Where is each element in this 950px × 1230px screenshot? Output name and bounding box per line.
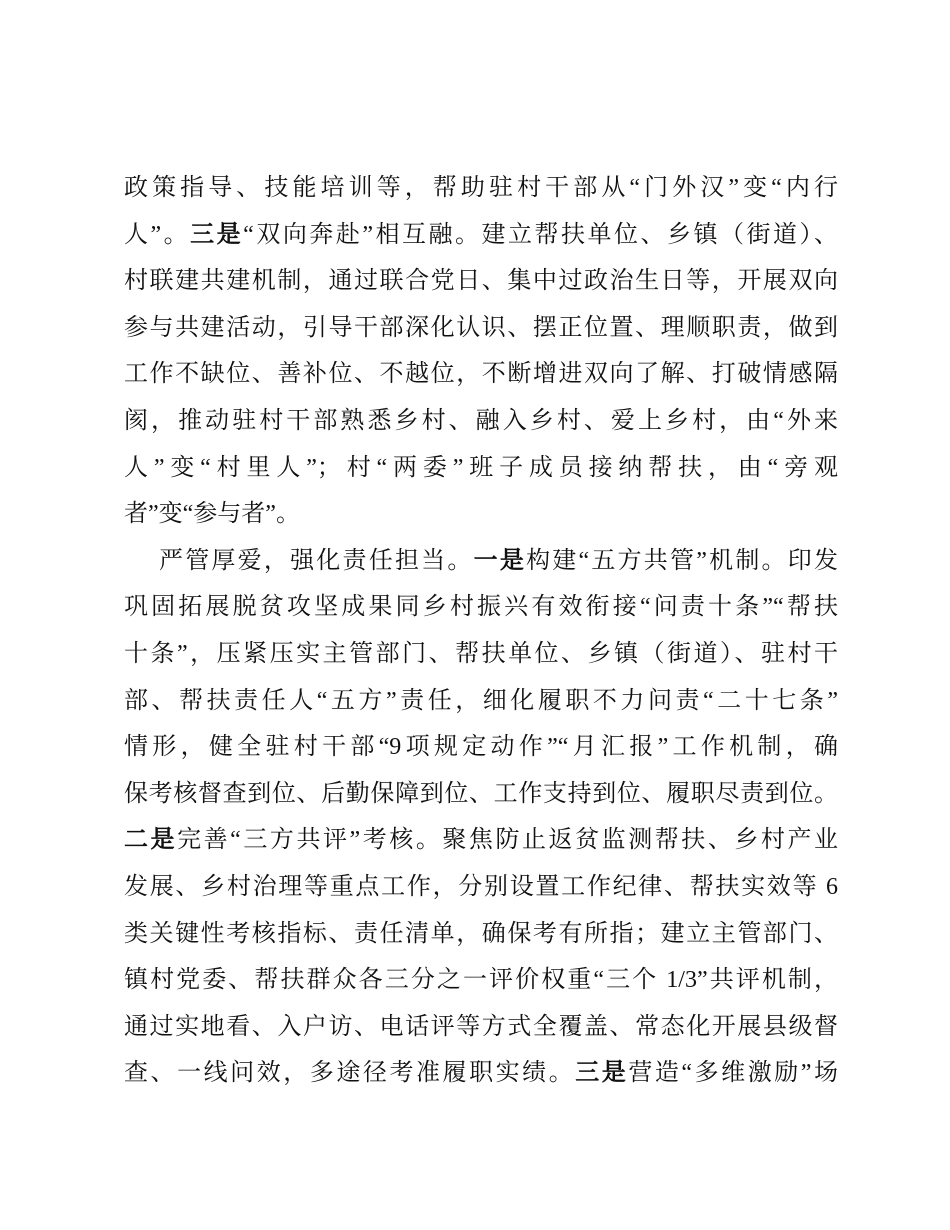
text-line xyxy=(124,864,838,911)
text-segment: 政策指导、技能培训等，帮助驻村干部从“门外汉”变“内行 xyxy=(124,175,838,201)
text-segment: 保考核督查到位、后勤保障到位、工作支持到位、履职尽责到位。 xyxy=(124,780,838,807)
text-line xyxy=(124,351,838,398)
text-segment: 查、一线问效，多途径考准履职实绩。 xyxy=(124,1060,576,1087)
text-line xyxy=(124,631,838,678)
bold-keyword: 一是 xyxy=(473,547,527,574)
text-line xyxy=(124,398,838,445)
document-body xyxy=(124,165,838,1097)
text-segment: 参与共建活动，引导干部深化认识、摆正位置、理顺职责，做到 xyxy=(124,314,838,341)
text-segment: 村联建共建机制，通过联合党日、集中过政治生日等，开展双向 xyxy=(124,268,838,295)
text-segment: 阂，推动驻村干部熟悉乡村、融入乡村、爱上乡村，由“外来 xyxy=(124,407,838,434)
text-line xyxy=(124,538,838,585)
text-segment: 完善“三方共评”考核。聚焦防止返贫监测帮扶、乡村产业 xyxy=(177,827,838,854)
text-line xyxy=(124,771,838,818)
text-line xyxy=(124,678,838,725)
text-segment: 部、帮扶责任人“五方”责任，细化履职不力问责“二十七条” xyxy=(124,687,838,714)
bold-keyword: 三是 xyxy=(575,1060,629,1087)
text-line xyxy=(124,212,838,259)
text-segment: 营造“多维激励”场 xyxy=(628,1060,838,1087)
text-segment: 通过实地看、入户访、电话评等方式全覆盖、常态化开展县级督 xyxy=(124,1013,838,1040)
text-segment: 人”变“村里人”；村“两委”班子成员接纳帮扶，由“旁观 xyxy=(124,454,838,481)
text-segment: 者”变“参与者”。 xyxy=(124,501,300,528)
bold-keyword: 二是 xyxy=(124,827,178,854)
text-segment: 发展、乡村治理等重点工作，分别设置工作纪律、帮扶实效等 6 xyxy=(124,873,838,900)
text-segment: 巩固拓展脱贫攻坚成果同乡村振兴有效衔接“问责十条”“帮扶 xyxy=(124,594,838,621)
bold-keyword: 三是 xyxy=(190,221,244,248)
text-segment: 构建“五方共管”机制。印发 xyxy=(526,547,838,574)
text-line xyxy=(124,258,838,305)
text-segment: 严管厚爱，强化责任担当。 xyxy=(159,547,474,574)
text-line xyxy=(124,584,838,631)
text-segment: 镇村党委、帮扶群众各三分之一评价权重“三个 1/3”共评机制， xyxy=(124,967,838,994)
text-line xyxy=(124,724,838,771)
text-line xyxy=(124,957,838,1004)
text-line xyxy=(124,1004,838,1051)
text-segment: 十条”，压紧压实主管部门、帮扶单位、乡镇（街道）、驻村干 xyxy=(124,640,838,667)
text-line xyxy=(124,491,838,538)
text-line xyxy=(124,305,838,352)
text-segment: 工作不缺位、善补位、不越位，不断增进双向了解、打破情感隔 xyxy=(124,361,838,388)
text-line xyxy=(124,817,838,864)
text-segment: 人”。 xyxy=(124,221,191,248)
text-line xyxy=(124,911,838,958)
text-segment: 情形，健全驻村干部“9项规定动作”“月汇报”工作机制，确 xyxy=(124,734,838,761)
text-segment: “双向奔赴”相互融。建立帮扶单位、乡镇（街道）、 xyxy=(243,221,839,248)
text-segment: 类关键性考核指标、责任清单，确保考有所指；建立主管部门、 xyxy=(124,920,838,947)
text-line xyxy=(124,445,838,492)
text-line xyxy=(124,165,838,212)
text-line xyxy=(124,1050,838,1097)
